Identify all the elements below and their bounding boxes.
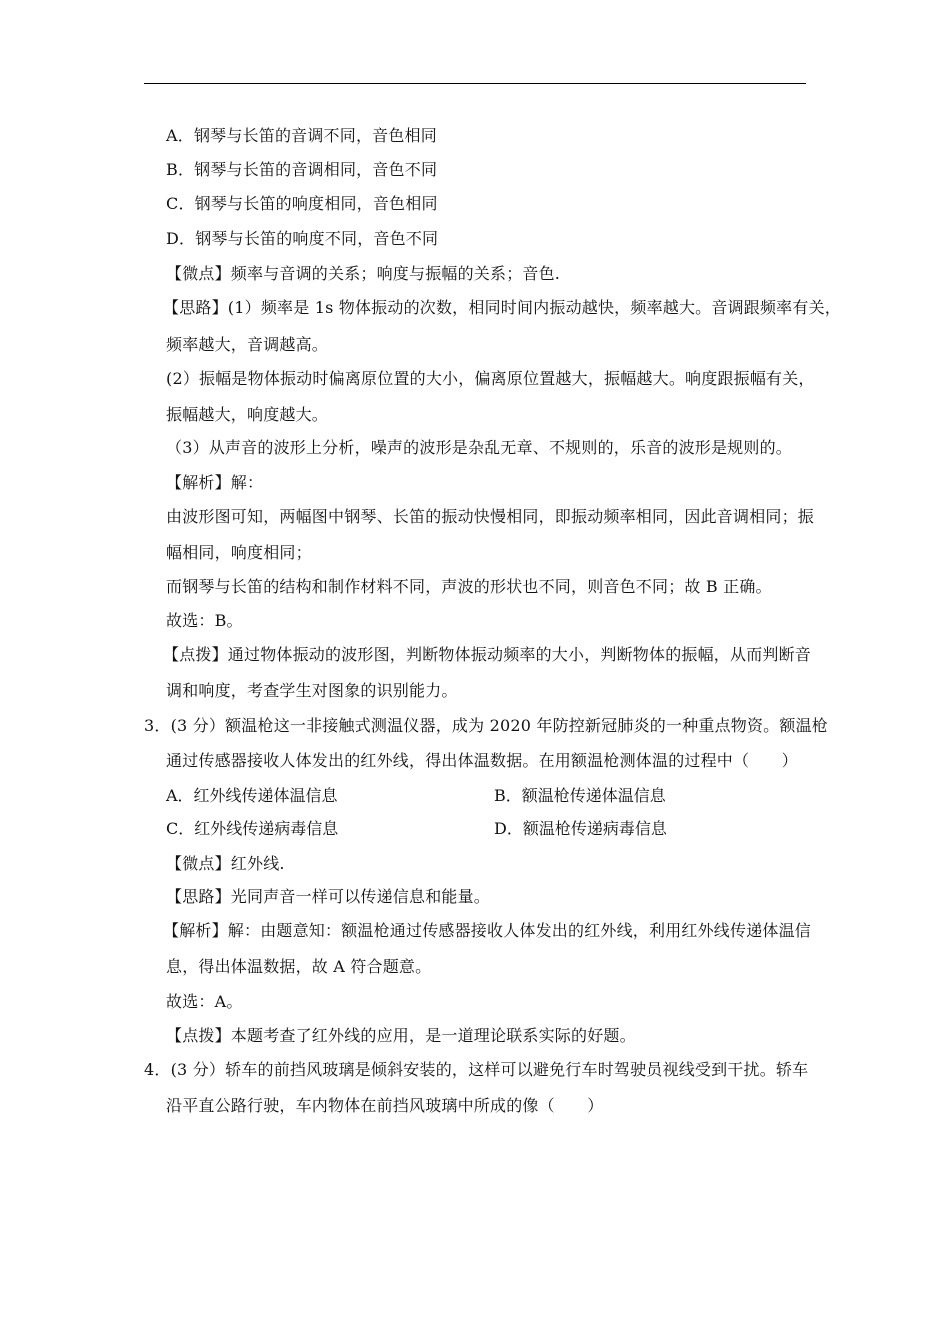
q2-option-d: D．钢琴与长笛的响度不同，音色不同 [166,229,439,248]
q3-stem-b: 通过传感器接收人体发出的红外线，得出体温数据。在用额温枪测体温的过程中（ ） [166,751,798,770]
q2-silu-2b: 振幅越大，响度越大。 [166,405,329,424]
q2-jiexi-1b: 幅相同，响度相同； [166,543,312,562]
q2-silu-2a: (2）振幅是物体振动时偏离原位置的大小，偏离原位置越大，振幅越大。响度跟振幅有关， [166,369,815,388]
q3-stem-a: 3．(3 分）额温枪这一非接触式测温仪器，成为 2020 年防控新冠肺炎的一种重点物资。额温枪 [144,716,828,735]
q2-answer: 故选：B。 [166,611,243,630]
q3-option-b: B．额温枪传递体温信息 [494,786,666,805]
q3-answer: 故选：A。 [166,992,243,1011]
q3-dianbo: 【点拨】本题考查了红外线的应用，是一道理论联系实际的好题。 [166,1026,636,1045]
q2-option-a: A．钢琴与长笛的音调不同，音色相同 [166,126,437,145]
q2-option-b: B．钢琴与长笛的音调相同，音色不同 [166,160,438,179]
q2-jiexi-head: 【解析】解： [166,473,264,492]
q2-silu-1a: 【思路】(1）频率是 1s 物体振动的次数，相同时间内振动越快，频率越大。音调跟频率有关， [163,298,841,317]
q2-dianbo-b: 调和响度，考查学生对图象的识别能力。 [166,681,458,700]
q3-jiexi-b: 息，得出体温数据，故 A 符合题意。 [166,957,432,976]
q2-silu-3: （3）从声音的波形上分析，噪声的波形是杂乱无章、不规则的，乐音的波形是规则的。 [166,438,792,457]
q2-silu-1b: 频率越大，音调越高。 [166,335,329,354]
q2-jiexi-1a: 由波形图可知，两幅图中钢琴、长笛的振动快慢相同，即振动频率相同，因此音调相同；振 [166,507,815,526]
q3-jiexi-a: 【解析】解：由题意知：额温枪通过传感器接收人体发出的红外线，利用红外线传递体温信 [163,921,812,940]
header-rule [144,83,806,84]
q2-weidian: 【微点】频率与音调的关系；响度与振幅的关系；音色. [166,264,561,283]
q2-option-c: C．钢琴与长笛的响度相同，音色相同 [166,194,438,213]
q3-option-d: D．额温枪传递病毒信息 [494,819,667,838]
q3-silu: 【思路】光同声音一样可以传递信息和能量。 [166,887,491,906]
q4-stem-b: 沿平直公路行驶，车内物体在前挡风玻璃中所成的像（ ） [166,1096,604,1115]
q4-stem-a: 4．(3 分）轿车的前挡风玻璃是倾斜安装的，这样可以避免行车时驾驶员视线受到干扰。轿车 [144,1060,809,1079]
q3-option-a: A．红外线传递体温信息 [166,786,338,805]
q2-jiexi-2: 而钢琴与长笛的结构和制作材料不同，声波的形状也不同，则音色不同；故 B 正确。 [166,577,772,596]
q3-option-c: C．红外线传递病毒信息 [166,819,339,838]
q2-dianbo-a: 【点拨】通过物体振动的波形图，判断物体振动频率的大小，判断物体的振幅，从而判断音 [163,645,812,664]
q3-weidian: 【微点】红外线. [166,854,285,873]
